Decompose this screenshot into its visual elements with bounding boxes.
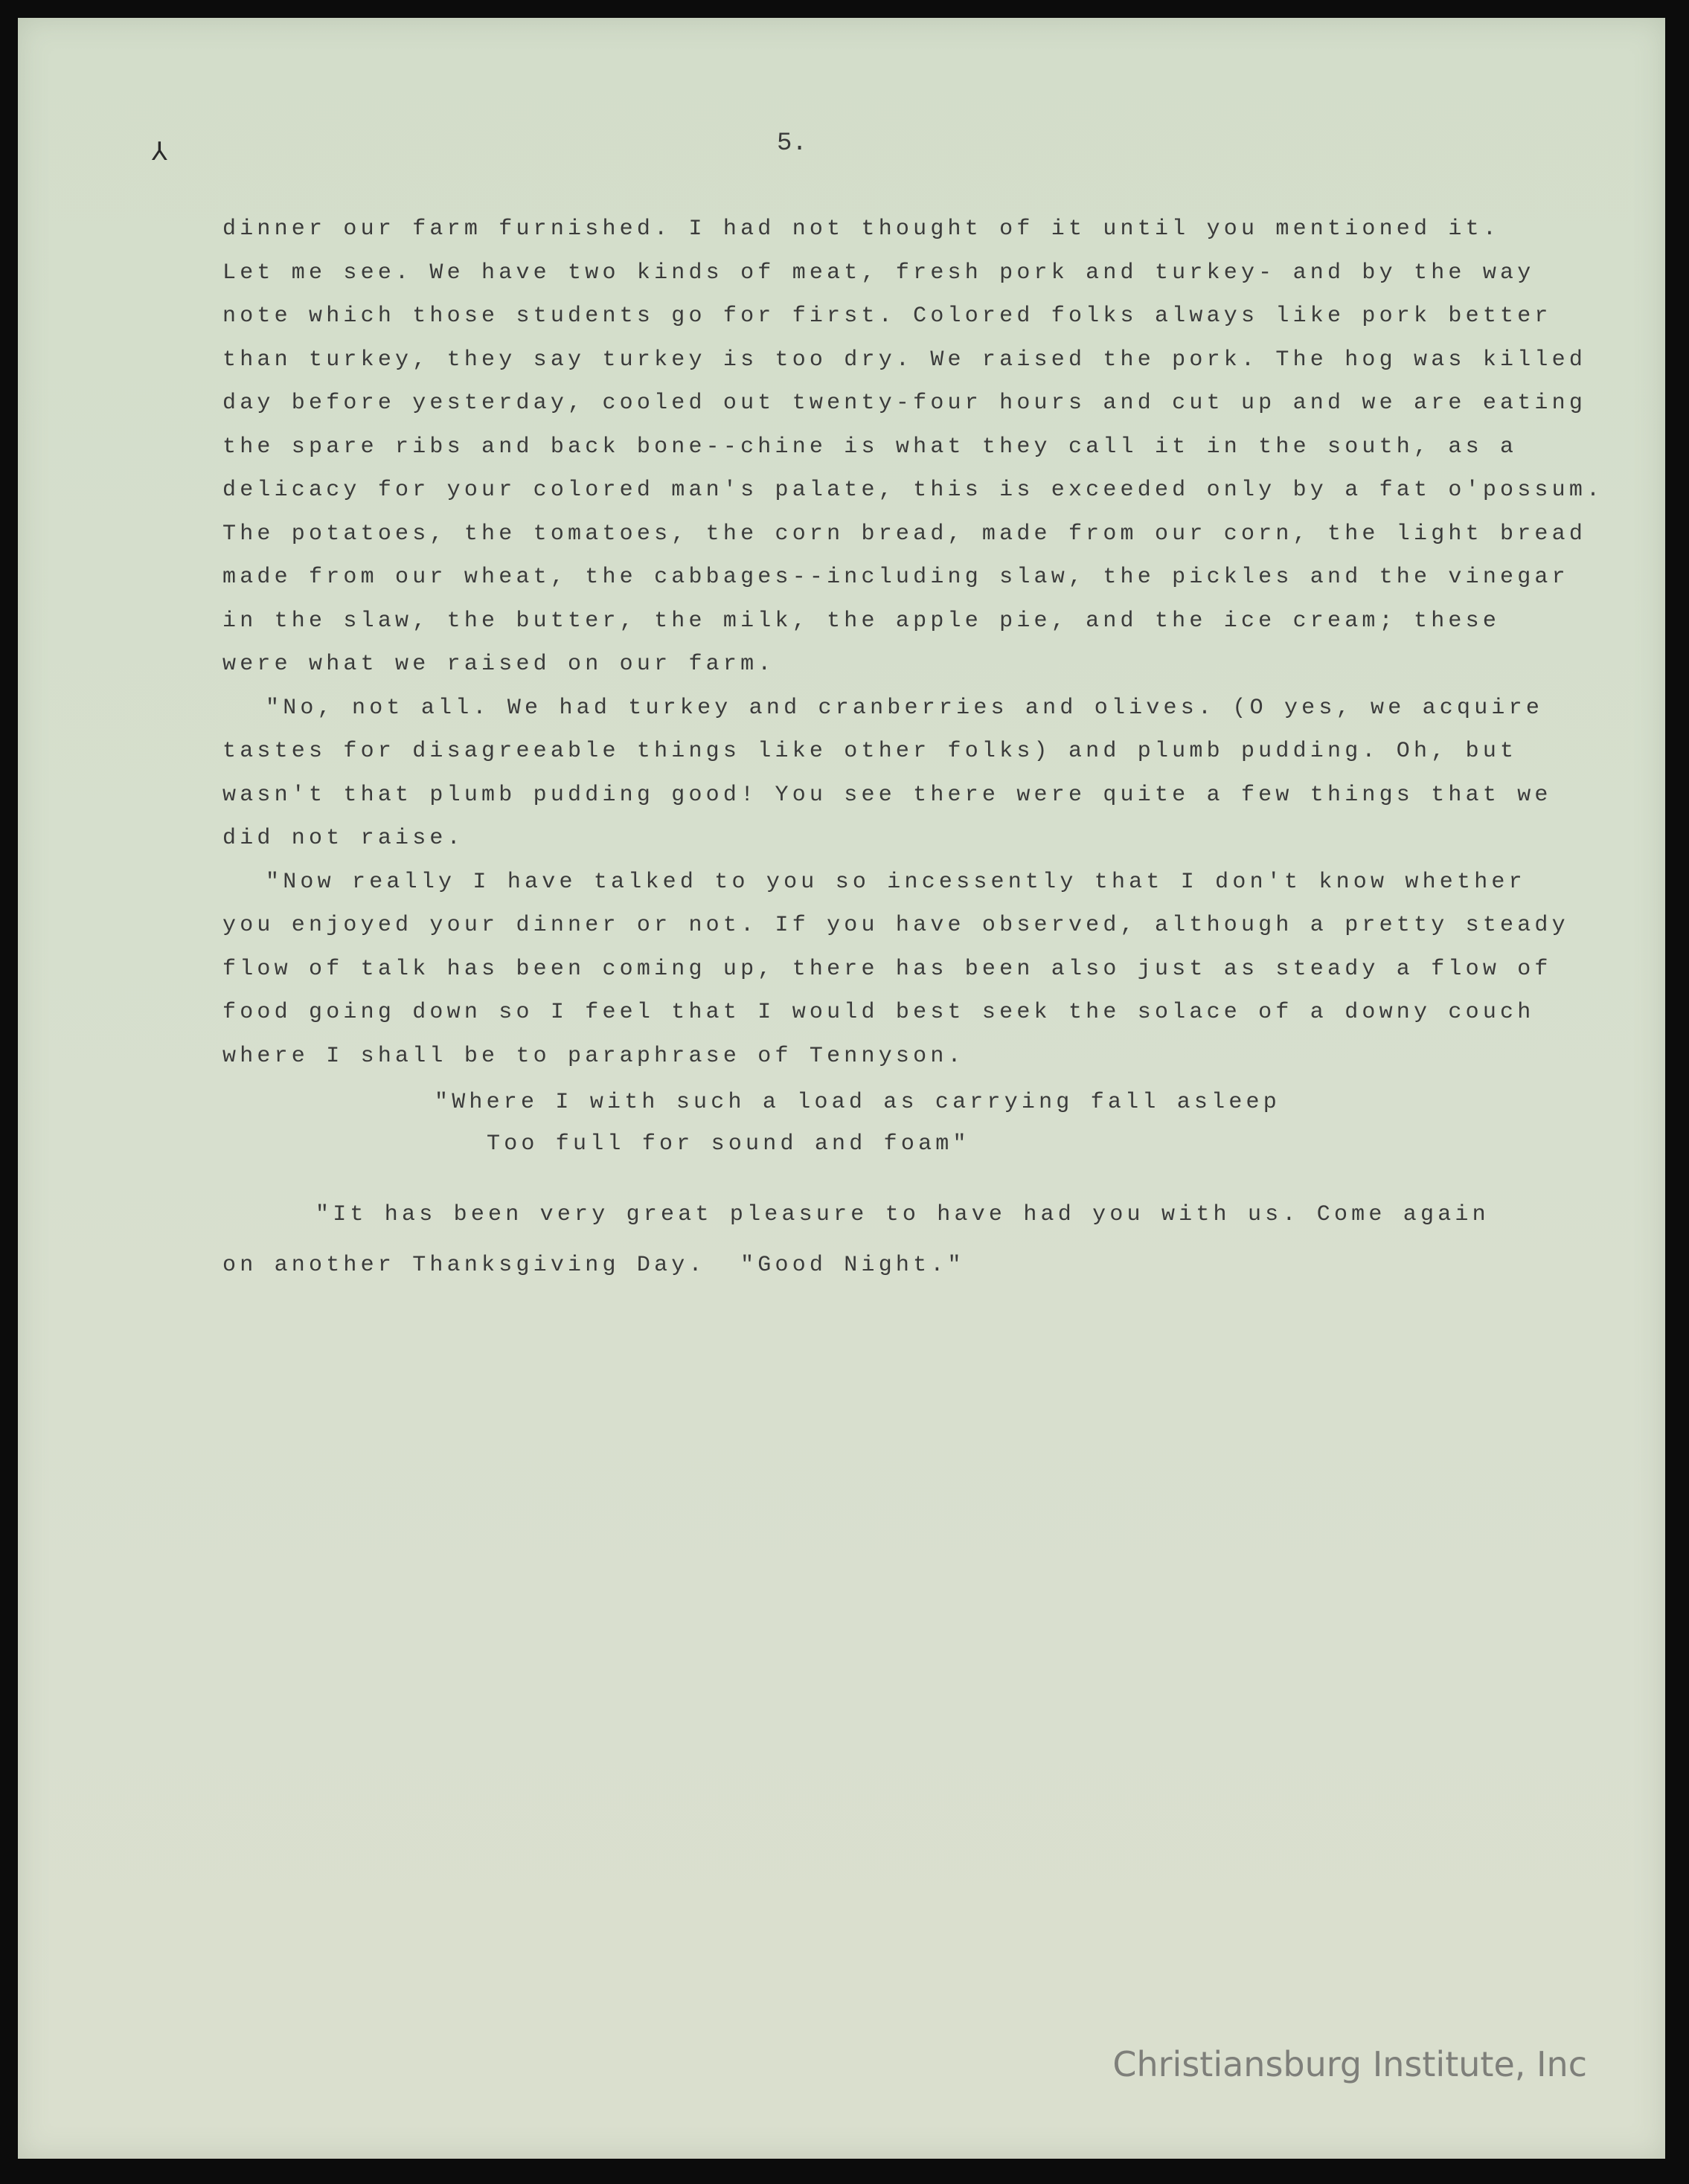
watermark: Christiansburg Institute, Inc — [1112, 2044, 1587, 2084]
text-line: where I shall be to paraphrase of Tennyson. — [222, 1043, 965, 1069]
text-line: flow of talk has been coming up, there has been also just as steady a flow of — [222, 956, 1552, 982]
text-line: in the slaw, the butter, the milk, the apple pie, and the ice cream; these — [222, 608, 1501, 634]
poem-line: "Where I with such a load as carrying fall asleep — [435, 1090, 1281, 1115]
text-line: "No, not all. We had turkey and cranberries and olives. (O yes, we acquire — [266, 695, 1544, 721]
text-line: made from our wheat, the cabbages--including slaw, the pickles and the vinegar — [222, 565, 1569, 590]
text-line: day before yesterday, cooled out twenty-four hours and cut up and we are eating — [222, 391, 1587, 416]
text-line: you enjoyed your dinner or not. If you have observed, although a pretty steady — [222, 913, 1569, 938]
page-number: 5. — [777, 129, 807, 158]
text-line: Let me see. We have two kinds of meat, fresh pork and turkey- and by the way — [222, 260, 1535, 286]
text-line: wasn't that plumb pudding good! You see there were quite a few things that we — [222, 782, 1552, 808]
closing-text — [222, 1189, 1490, 1291]
poem-line: Too full for sound and foam" — [487, 1131, 970, 1157]
poem-quote — [435, 1082, 1281, 1165]
text-line: the spare ribs and back bone--chine is what they call it in the south, as a — [222, 434, 1518, 460]
closing-line: "It has been very great pleasure to have had you with us. Come again — [315, 1202, 1490, 1227]
text-line: were what we raised on our farm. — [222, 652, 775, 677]
text-line: than turkey, they say turkey is too dry. We raised the pork. The hog was killed — [222, 347, 1587, 373]
text-line: "Now really I have talked to you so incessently that I don't know whether — [266, 869, 1526, 895]
body-text — [222, 208, 1629, 1078]
text-line: tastes for disagreeable things like other folks) and plumb pudding. Oh, but — [222, 739, 1518, 764]
margin-mark: ⅄ — [152, 137, 167, 167]
text-line: food going down so I feel that I would best seek the solace of a downy couch — [222, 1000, 1535, 1025]
typed-page — [18, 18, 1665, 2159]
text-line: note which those students go for first. Colored folks always like pork better — [222, 303, 1552, 329]
text-line: The potatoes, the tomatoes, the corn bread, made from our corn, the light bread — [222, 521, 1587, 547]
text-line: dinner our farm furnished. I had not thought of it until you mentioned it. — [222, 216, 1501, 242]
closing-line: on another Thanksgiving Day. "Good Night." — [222, 1253, 965, 1278]
text-line: did not raise. — [222, 826, 464, 851]
text-line: delicacy for your colored man's palate, this is exceeded only by a fat o'possum. — [222, 478, 1604, 503]
